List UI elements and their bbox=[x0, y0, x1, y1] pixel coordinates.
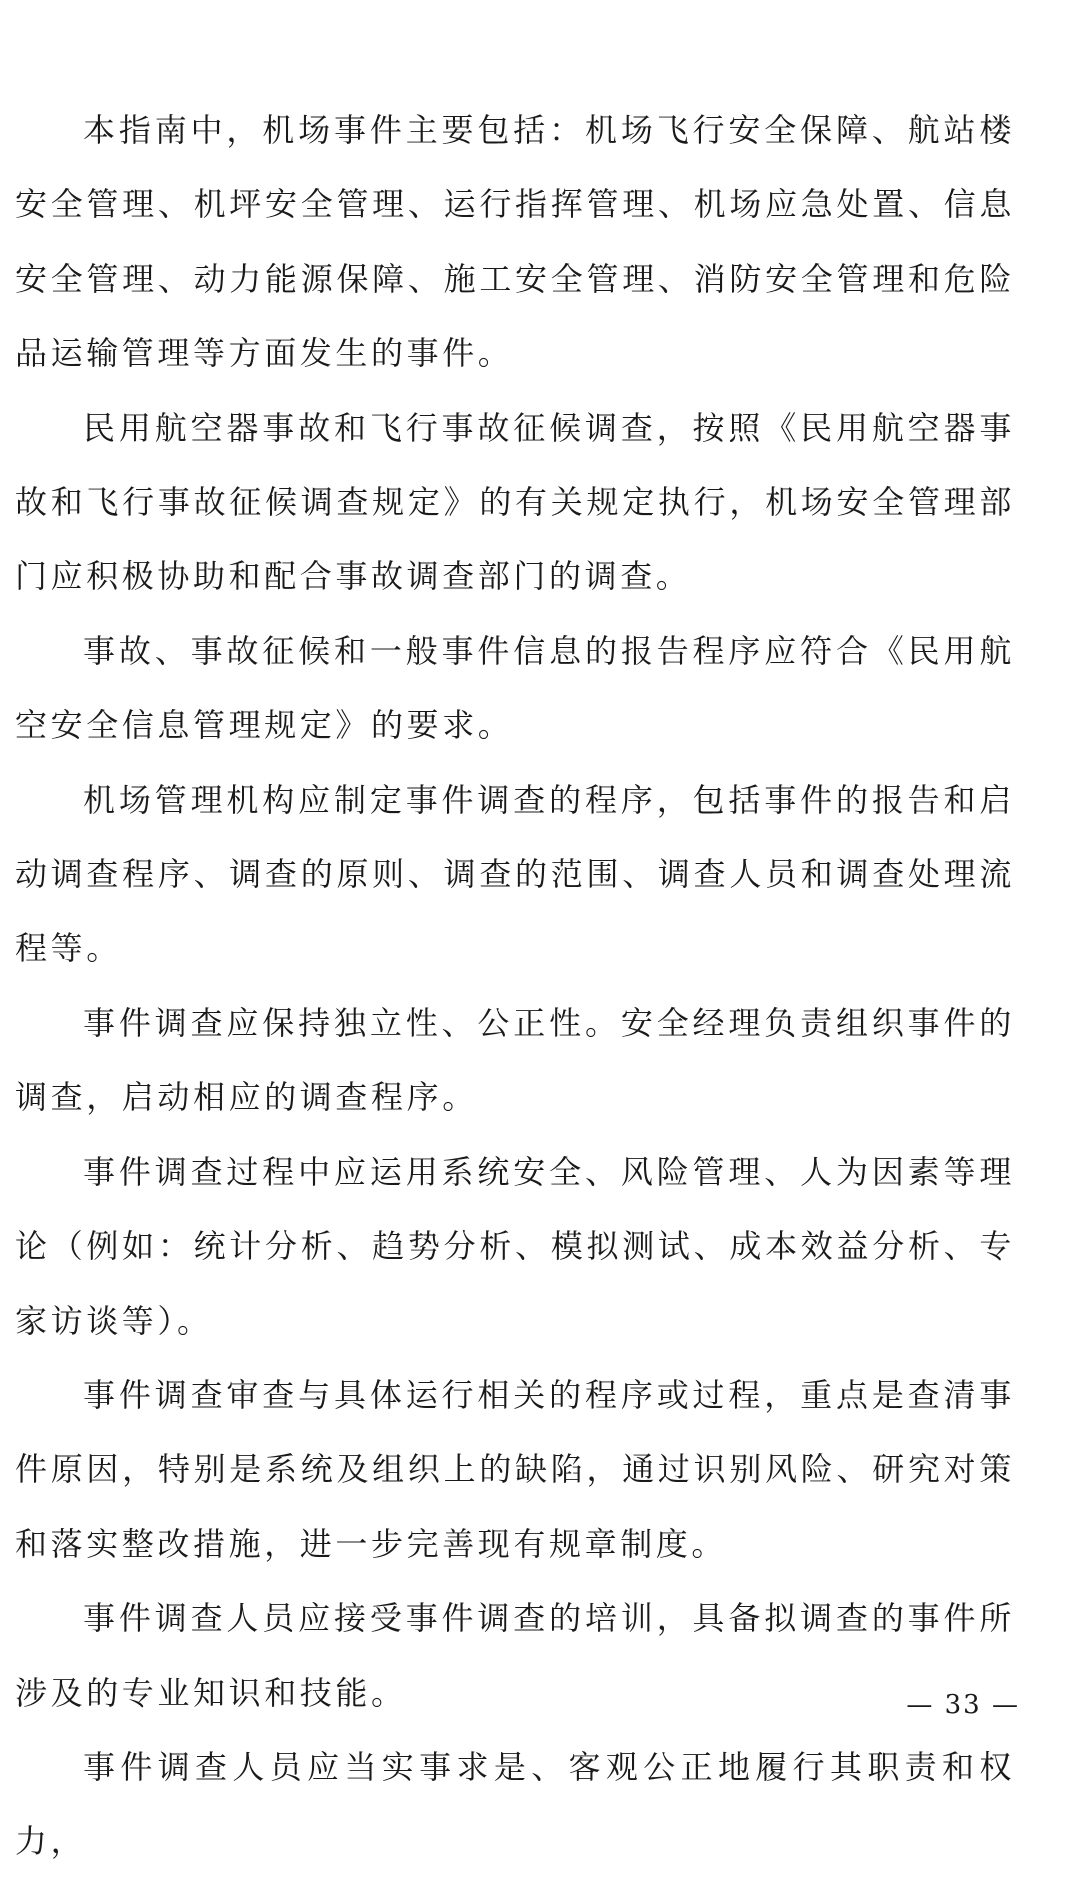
paragraph-independence: 事件调查应保持独立性、公正性。安全经理负责组织事件的调查，启动相应的调查程序。 bbox=[15, 1003, 1015, 1117]
body-text bbox=[15, 93, 1015, 1879]
paragraph-duties: 事件调查人员应当实事求是、客观公正地履行其职责和权力， bbox=[15, 1747, 1015, 1861]
paragraph-accident-investigation: 民用航空器事故和飞行事故征候调查，按照《民用航空器事故和飞行事故征候调查规定》的有关规定执行，机场安全管理部门应积极协助和配合事故调查部门的调查。 bbox=[15, 408, 1015, 596]
paragraph-review-focus: 事件调查审查与具体运行相关的程序或过程，重点是查清事件原因，特别是系统及组织上的缺陷，通过识别风险、研究对策和落实整改措施，进一步完善现有规章制度。 bbox=[15, 1375, 1015, 1563]
page-number: — 33 — bbox=[906, 1690, 1020, 1720]
paragraph-training: 事件调查人员应接受事件调查的培训，具备拟调查的事件所涉及的专业知识和技能。 bbox=[15, 1599, 1015, 1712]
paragraph-reporting-procedure: 事故、事故征候和一般事件信息的报告程序应符合《民用航空安全信息管理规定》的要求。 bbox=[15, 631, 1015, 745]
paragraph-investigation-procedure: 机场管理机构应制定事件调查的程序，包括事件的报告和启动调查程序、调查的原则、调查的范围、调查人员和调查处理流程等。 bbox=[15, 780, 1015, 968]
paragraph-scope: 本指南中，机场事件主要包括：机场飞行安全保障、航站楼安全管理、机坪安全管理、运行指挥管理、机场应急处置、信息安全管理、动力能源保障、施工安全管理、消防安全管理和危险品运输管理等方面发生的事件。 bbox=[15, 111, 1015, 373]
paragraph-methods: 事件调查过程中应运用系统安全、风险管理、人为因素等理论（例如：统计分析、趋势分析、模拟测试、成本效益分析、专家访谈等）。 bbox=[15, 1152, 1015, 1340]
